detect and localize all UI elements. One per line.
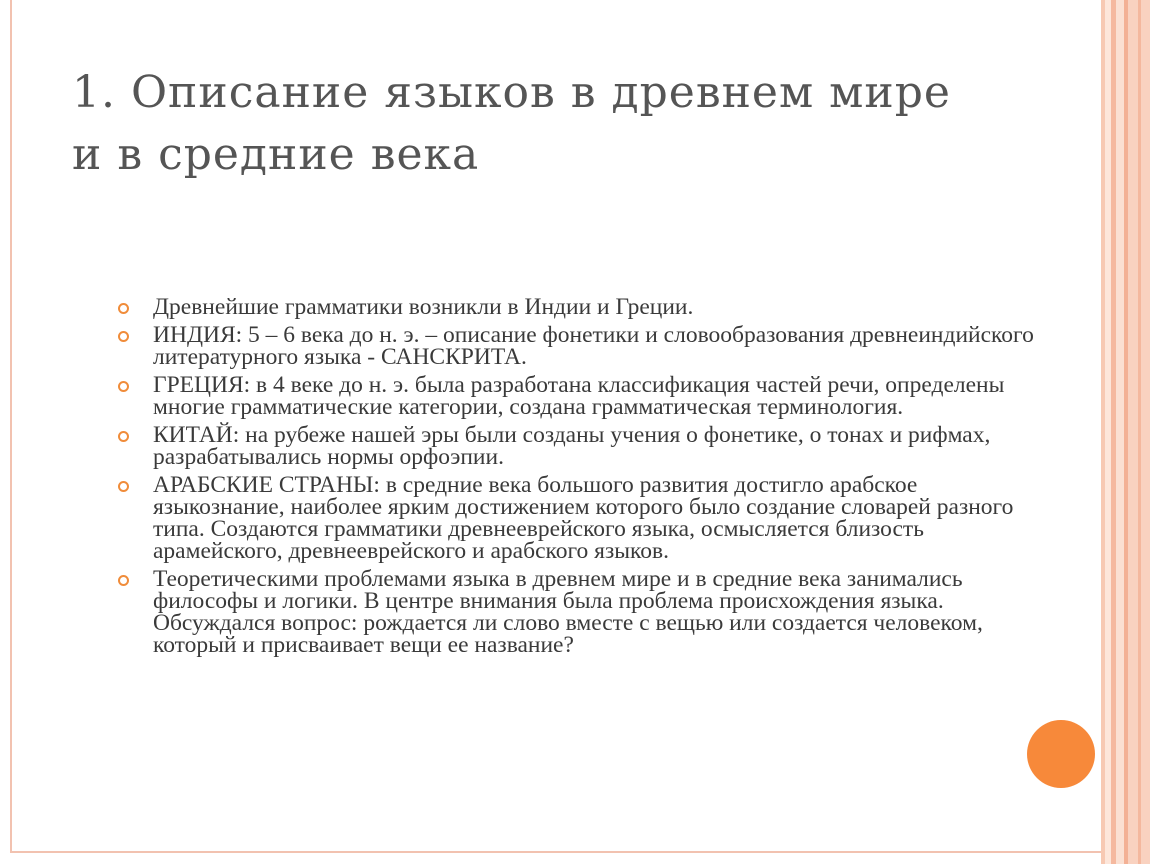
list-item-text: ИНДИЯ: 5 – 6 века до н. э. – описание фонетики и словообразования древнеиндийского литературного языка - САНСКРИТА.: [153, 322, 1034, 370]
list-item-text: КИТАЙ: на рубеже нашей эры были созданы учения о фонетике, о тонах и рифмах, разрабатывались нормы орфоэпии.: [153, 422, 991, 470]
bullet-list: [118, 296, 1048, 662]
slide-title-line-2: и в средние века: [72, 129, 480, 180]
bullet-icon: [118, 331, 129, 342]
bullet-icon: [118, 303, 129, 314]
list-item: [118, 296, 1048, 318]
list-item: [118, 424, 1048, 468]
decor-circle: [1027, 720, 1095, 788]
list-item-text: ГРЕЦИЯ: в 4 веке до н. э. была разработана классификация частей речи, определены многие грамматические категории, создана грамматическая терминология.: [153, 372, 1005, 420]
list-item: [118, 474, 1048, 562]
bullet-icon: [118, 381, 129, 392]
slide-title: [72, 62, 1032, 186]
list-item-text: Древнейшие грамматики возникли в Индии и Греции.: [153, 294, 694, 320]
decor-stripe: [1138, 0, 1141, 864]
list-item-text: Теоретическими проблемами языка в древнем мире и в средние века занимались философы и логики. В центре внимания была проблема происхождения языка. Обсуждался вопрос: рождается ли слово вместе с вещью или создается человеком, который и присваивает вещи ее название?: [153, 566, 983, 658]
list-item: [118, 324, 1048, 368]
slide-title-line-1: 1. Описание языков в древнем мире: [72, 67, 951, 118]
list-item: [118, 568, 1048, 656]
decor-stripe: [1116, 0, 1124, 864]
list-item: [118, 374, 1048, 418]
bullet-icon: [118, 431, 129, 442]
bullet-icon: [118, 575, 129, 586]
bullet-icon: [118, 481, 129, 492]
list-item-text: АРАБСКИЕ СТРАНЫ: в средние века большого развития достигло арабское языкознание, наиболее ярким достижением которого было создание словарей разного типа. Создаются грамматики древнееврейского языка, осмысляется близость арамейского, древнееврейского и арабского языков.: [153, 472, 1014, 564]
